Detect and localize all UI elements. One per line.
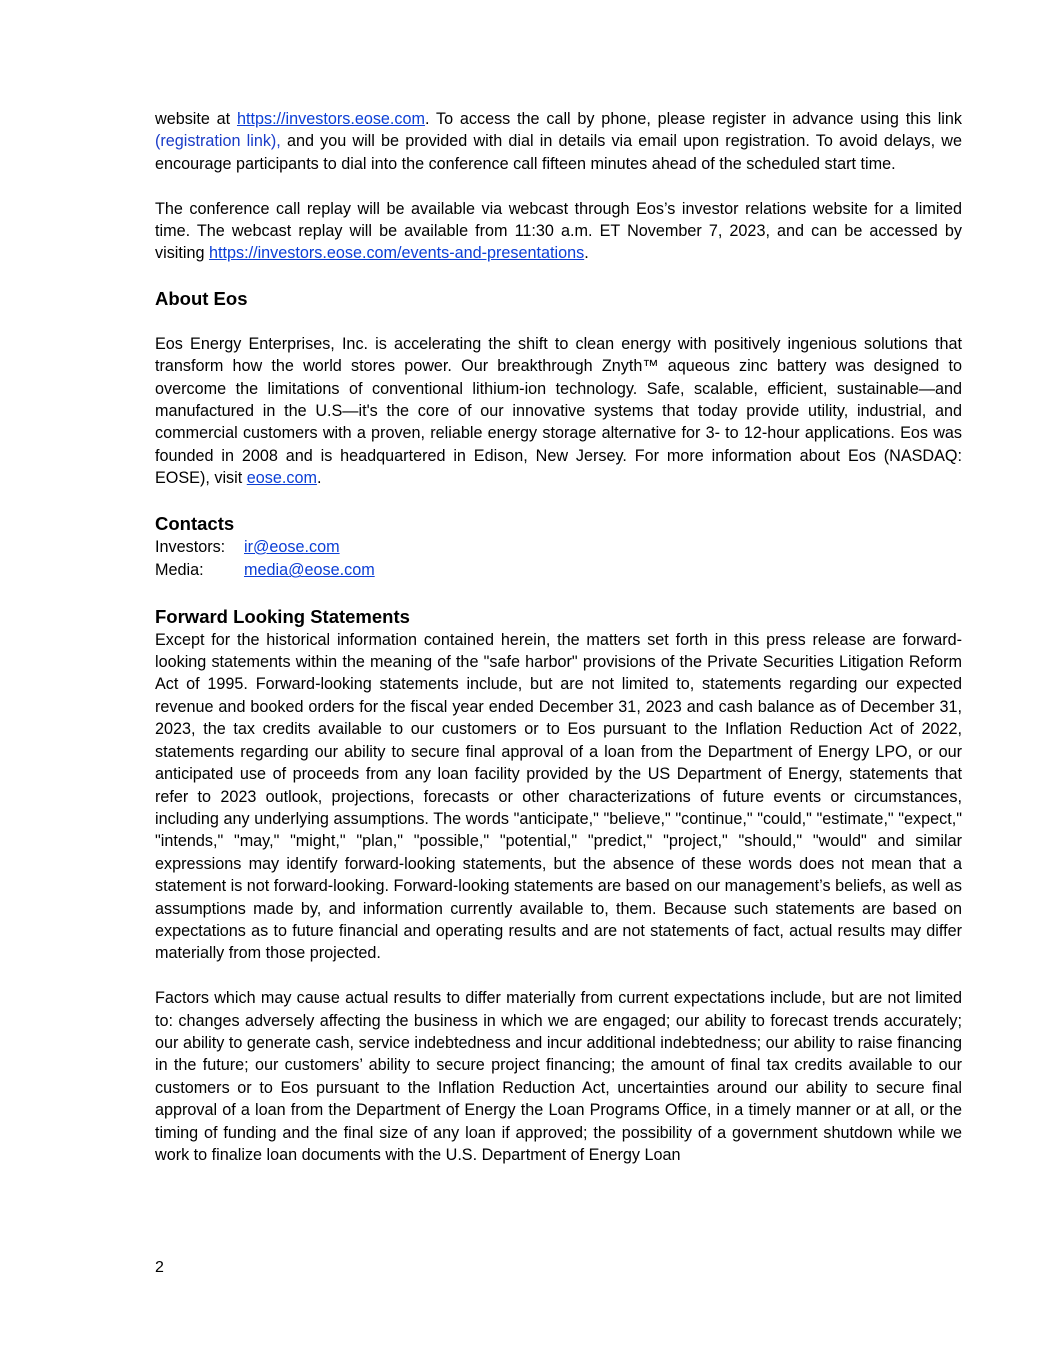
risk-factors-paragraph: Factors which may cause actual results to differ materially from current expectations include, but are not limited to: changes adversely affecting the business in which we are engaged; our ability to forecast trends accurately; our ability to generate cash, service indebtedness and incur additional indebtedness; our ability to raise financing in the future; our customers’ ability to secure project financing; the amount of final tax credits available to our customers or to Eos pursuant to the Inflation Reduction Act, uncertainties around our ability to secure final approval of a loan from the Department of Energy the Loan Programs Office, in a timely manner or at all, or the timing of funding and the final size of any loan if approved; the possibility of a government shutdown while we work to finalize loan documents with the U.S. Department of Energy Loan bbox=[155, 989, 962, 1164]
page-number: 2 bbox=[155, 1259, 164, 1276]
media-email-link[interactable]: media@eose.com bbox=[244, 561, 375, 580]
investors-email-link[interactable]: ir@eose.com bbox=[244, 537, 340, 556]
forward-looking-paragraph: Except for the historical information contained herein, the matters set forth in this press release are forward-looking statements within the meaning of the "safe harbor" provisions of the Private Securities Litigation Reform Act of 1995. Forward-looking statements include, but are not limited to, statements regarding our expected revenue and booked orders for the fiscal year ended December 31, 2023 and cash balance as of December 31, 2023, the tax credits available to our customers or to Eos pursuant to the Inflation Reduction Act of 2022, statements regarding our ability to secure final approval of a loan from the Department of Energy LPO, or our anticipated use of proceeds from any loan facility provided by the US Department of Energy, statements that refer to 2023 outlook, projections, forecasts or other characterizations of future events or circumstances, including any underlying assumptions. The words "anticipate," "believe," "continue," "could," "estimate," "expect," "intends," "may," "might," "plan," "possible," "potential," "predict," "project," "should," "would" and similar expressions may identify forward-looking statements, but the absence of these words does not mean that a statement is not forward-looking. Forward-looking statements are based on our management’s beliefs, as well as assumptions made by, and information currently available to, them. Because such statements are based on expectations as to future financial and operating results and are not statements of fact, actual results may differ materially from those projected. bbox=[155, 630, 962, 963]
about-paragraph: Eos Energy Enterprises, Inc. is accelerating the shift to clean energy with positively ingenious solutions that transform how the world stores power. Our breakthrough Znyth™ aqueous zinc battery was designed to overcome the limitations of conventional lithium-ion technology. Safe, scalable, efficient, sustainable—and manufactured in the U.S—it's the core of our innovative systems that today provide utility, industrial, and commercial customers with a proven, reliable energy storage alternative for 3- to 12-hour applications. Eos was founded in 2008 and is headquartered in Edison, New Jersey. For more information about Eos (NASDAQ: EOSE), visit eose.com. bbox=[155, 334, 962, 488]
contact-label: Investors: bbox=[155, 537, 226, 556]
contacts-heading: Contacts bbox=[155, 512, 235, 534]
registration-link[interactable]: (registration link), bbox=[155, 132, 281, 151]
intro-paragraph-call: website at https://investors.eose.com. To access the call by phone, please register in advance using this link (registration link), and you will be provided with dial in details via email upon registration. To avoid delays, we encourage participants to dial into the conference call fifteen minutes ahead of the scheduled start time. bbox=[155, 110, 962, 173]
contact-row-media bbox=[155, 559, 962, 583]
about-heading: About Eos bbox=[155, 287, 248, 309]
forward-looking-heading: Forward Looking Statements bbox=[155, 605, 410, 627]
document-page bbox=[155, 108, 962, 1166]
events-presentations-link[interactable]: https://investors.eose.com/events-and-presentations bbox=[208, 244, 585, 263]
intro-paragraph-replay: The conference call replay will be available via webcast through Eos’s investor relations website for a limited time. The webcast replay will be available from 11:30 a.m. ET November 7, 2023, and can be accessed by visiting https://investors.eose.com/events-and-presentations. bbox=[155, 199, 962, 263]
contact-row-investors bbox=[155, 536, 962, 560]
investors-website-link[interactable]: https://investors.eose.com bbox=[236, 110, 426, 128]
eose-website-link[interactable]: eose.com bbox=[246, 469, 317, 488]
contact-label: Media: bbox=[155, 561, 204, 580]
